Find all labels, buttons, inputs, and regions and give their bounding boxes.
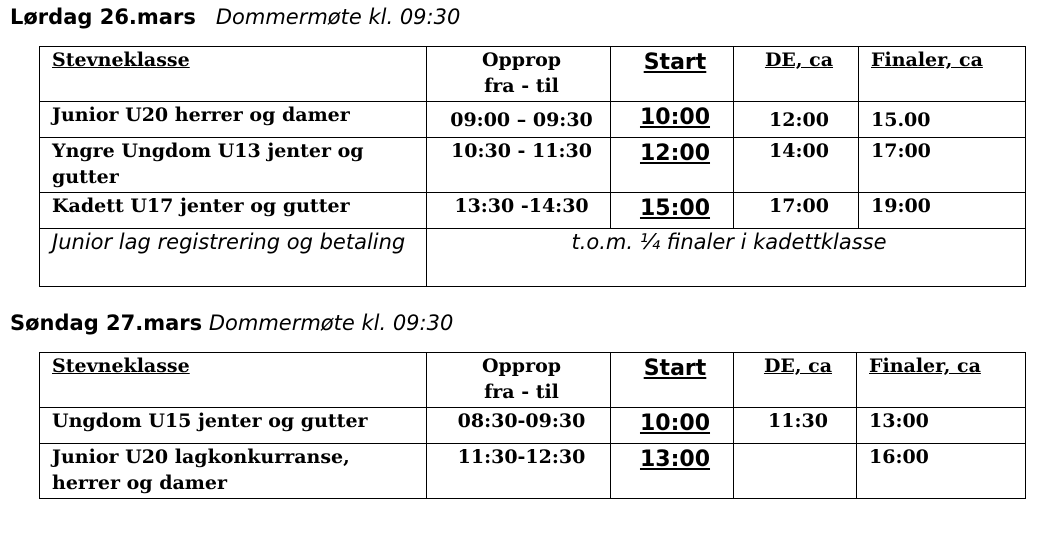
header-call: Opprop fra - til bbox=[427, 47, 611, 102]
sunday-heading bbox=[10, 313, 453, 334]
note-text: t.o.m. ¼ finaler i kadettklasse bbox=[427, 229, 1026, 287]
row-finals: 16:00 bbox=[857, 444, 1026, 499]
row-start: 10:00 bbox=[611, 408, 734, 444]
table-row bbox=[40, 138, 1026, 193]
sunday-schedule-table bbox=[39, 352, 1026, 499]
row-de bbox=[734, 444, 857, 499]
table-row-note bbox=[40, 229, 1026, 287]
header-start: Start bbox=[611, 47, 734, 102]
row-class: Kadett U17 jenter og gutter bbox=[40, 193, 427, 229]
table-row bbox=[40, 444, 1026, 499]
saturday-schedule-table bbox=[39, 46, 1026, 287]
header-finals: Finaler, ca bbox=[859, 47, 1026, 102]
row-start: 13:00 bbox=[611, 444, 734, 499]
saturday-meeting: Dommermøte kl. 09:30 bbox=[215, 5, 461, 29]
row-de: 17:00 bbox=[734, 193, 859, 229]
row-finals: 15.00 bbox=[859, 102, 1026, 138]
row-class: Ungdom U15 jenter og gutter bbox=[40, 408, 427, 444]
header-de: DE, ca bbox=[734, 353, 857, 408]
row-de: 14:00 bbox=[734, 138, 859, 193]
row-call: 08:30-09:30 bbox=[427, 408, 611, 444]
row-de: 12:00 bbox=[734, 102, 859, 138]
sunday-day: Søndag 27.mars bbox=[10, 311, 203, 335]
row-start: 15:00 bbox=[611, 193, 734, 229]
note-label: Junior lag registrering og betaling bbox=[40, 229, 427, 287]
row-call: 13:30 -14:30 bbox=[427, 193, 611, 229]
row-class: Junior U20 herrer og damer bbox=[40, 102, 427, 138]
row-call: 09:00 – 09:30 bbox=[427, 102, 611, 138]
row-class: Junior U20 lagkonkurranse, herrer og damer bbox=[40, 444, 427, 499]
row-finals: 19:00 bbox=[859, 193, 1026, 229]
header-finals: Finaler, ca bbox=[857, 353, 1026, 408]
table-header-row bbox=[40, 353, 1026, 408]
row-de: 11:30 bbox=[734, 408, 857, 444]
table-row bbox=[40, 193, 1026, 229]
row-start: 10:00 bbox=[611, 102, 734, 138]
table-row bbox=[40, 102, 1026, 138]
saturday-day: Lørdag 26.mars bbox=[10, 5, 196, 29]
header-call: Opprop fra - til bbox=[427, 353, 611, 408]
header-class: Stevneklasse bbox=[40, 353, 427, 408]
row-start: 12:00 bbox=[611, 138, 734, 193]
row-finals: 17:00 bbox=[859, 138, 1026, 193]
table-row bbox=[40, 408, 1026, 444]
row-class: Yngre Ungdom U13 jenter og gutter bbox=[40, 138, 427, 193]
row-call: 10:30 - 11:30 bbox=[427, 138, 611, 193]
table-header-row bbox=[40, 47, 1026, 102]
header-de: DE, ca bbox=[734, 47, 859, 102]
saturday-heading bbox=[10, 7, 460, 28]
sunday-meeting: Dommermøte kl. 09:30 bbox=[208, 311, 454, 335]
row-call: 11:30-12:30 bbox=[427, 444, 611, 499]
row-finals: 13:00 bbox=[857, 408, 1026, 444]
header-start: Start bbox=[611, 353, 734, 408]
header-class: Stevneklasse bbox=[40, 47, 427, 102]
